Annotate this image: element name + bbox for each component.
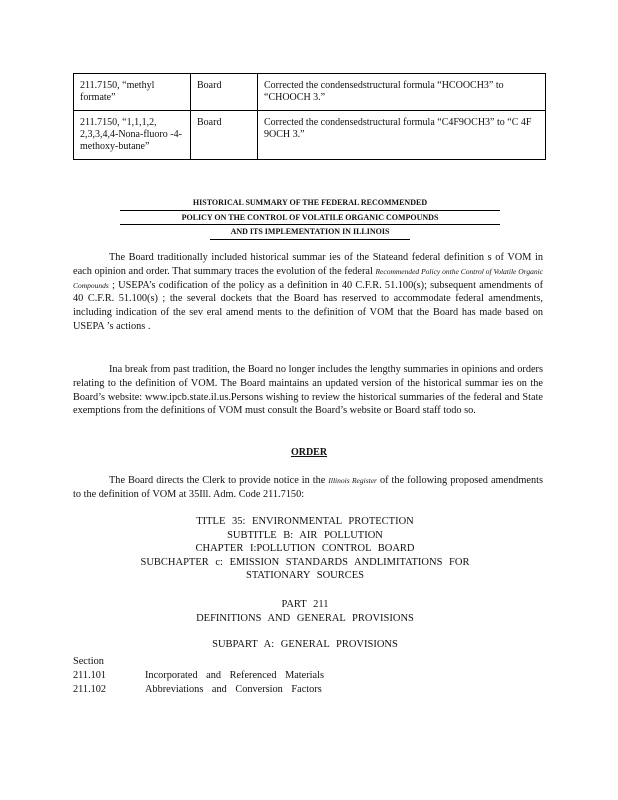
part-title-line: DEFINITIONS AND GENERAL PROVISIONS [196, 612, 414, 624]
heading-line-3: AND ITS IMPLEMENTATION IN ILLINOIS [210, 225, 410, 240]
paragraph-text: The Board directs the Clerk to provide notice in the [109, 475, 326, 486]
paragraph-text: of the following proposed amendments to the definition of VOM at 35Ill. Adm. Code 211.7150: [73, 475, 543, 500]
historical-summary-heading [120, 196, 500, 240]
section-label: Section [73, 656, 104, 667]
paragraph-history [73, 251, 543, 334]
part-block [110, 598, 500, 652]
subchapter-line: SUBCHAPTER c: EMISSION STANDARDS ANDLIMITATIONS FOR STATIONARY SOURCES [140, 556, 470, 582]
table-cell-section: 211.7150, “1,1,1,2, 2,3,3,4,4-Nona-fluoro -4-methoxy-butane” [74, 111, 191, 160]
subtitle-line: SUBTITLE B: AIR POLLUTION [227, 529, 383, 541]
list-item [73, 669, 324, 683]
chapter-line: CHAPTER I:POLLUTION CONTROL BOARD [195, 543, 415, 555]
section-title: Incorporated and Referenced Materials [145, 670, 324, 681]
part-line: PART 211 [281, 599, 329, 610]
section-title: Abbreviations and Conversion Factors [145, 684, 322, 695]
paragraph-break-from-tradition [73, 363, 543, 418]
table-cell-change: Corrected the condensedstructural formula “C4F9OCH3” to “C 4F 9OCH 3.” [258, 111, 546, 160]
subpart-line: SUBPART A: GENERAL PROVISIONS [212, 639, 398, 651]
list-item [73, 683, 324, 697]
heading-line-1: HISTORICAL SUMMARY OF THE FEDERAL RECOMMENDED [120, 196, 500, 211]
register-italic: Illinois Register [328, 476, 377, 485]
table-cell-by: Board [191, 111, 258, 160]
table-cell-section: 211.7150, “methyl formate” [74, 74, 191, 111]
changes-table [73, 73, 546, 160]
order-heading: ORDER [290, 447, 328, 458]
paragraph-text: The Board traditionally included historical summar ies of the Stateand federal definition s of VOM in each opinion and order. That summary traces the evolution of the federal [73, 252, 543, 277]
paragraph-text: ; USEPA’s codification of the policy as a definition in 40 C.F.R. 51.100(s); subsequent amendments of 40 C.F.R. 51.100(s) ; the several dockets that the Board has reserved to accommodate federal amendments, including indication of the sev eral amend ments to the definition of VOM that the Board has made based on USEPA ’s actions . [73, 279, 544, 332]
title-block [110, 515, 500, 583]
table-row [74, 111, 546, 160]
policy-title-italic: Recommended Policy onthe Control of Volatile Organic Compounds [73, 266, 543, 290]
section-number: 211.101 [73, 670, 107, 681]
table-cell-change: Corrected the condensedstructural formula “HCOOCH3” to “CHOOCH 3.” [258, 74, 546, 111]
section-number: 211.102 [73, 684, 107, 695]
section-list [73, 655, 324, 697]
paragraph-text: Ina break from past tradition, the Board no longer includes the lengthy summaries in opinions and orders relating to the definition of VOM. The Board maintains an updated version of the historical summar ies on the Board’s website: www.ipcb.state.il.us.Persons wishing to review the historical summaries of the federal and State exemptions from the definitions of VOM must consult the Board’s website or Board staff todo so. [73, 364, 543, 417]
paragraph-order [73, 474, 543, 502]
heading-line-2: POLICY ON THE CONTROL OF VOLATILE ORGANIC COMPOUNDS [120, 211, 500, 226]
title-line: TITLE 35: ENVIRONMENTAL PROTECTION [196, 516, 414, 527]
table-row [74, 74, 546, 111]
table-cell-by: Board [191, 74, 258, 111]
